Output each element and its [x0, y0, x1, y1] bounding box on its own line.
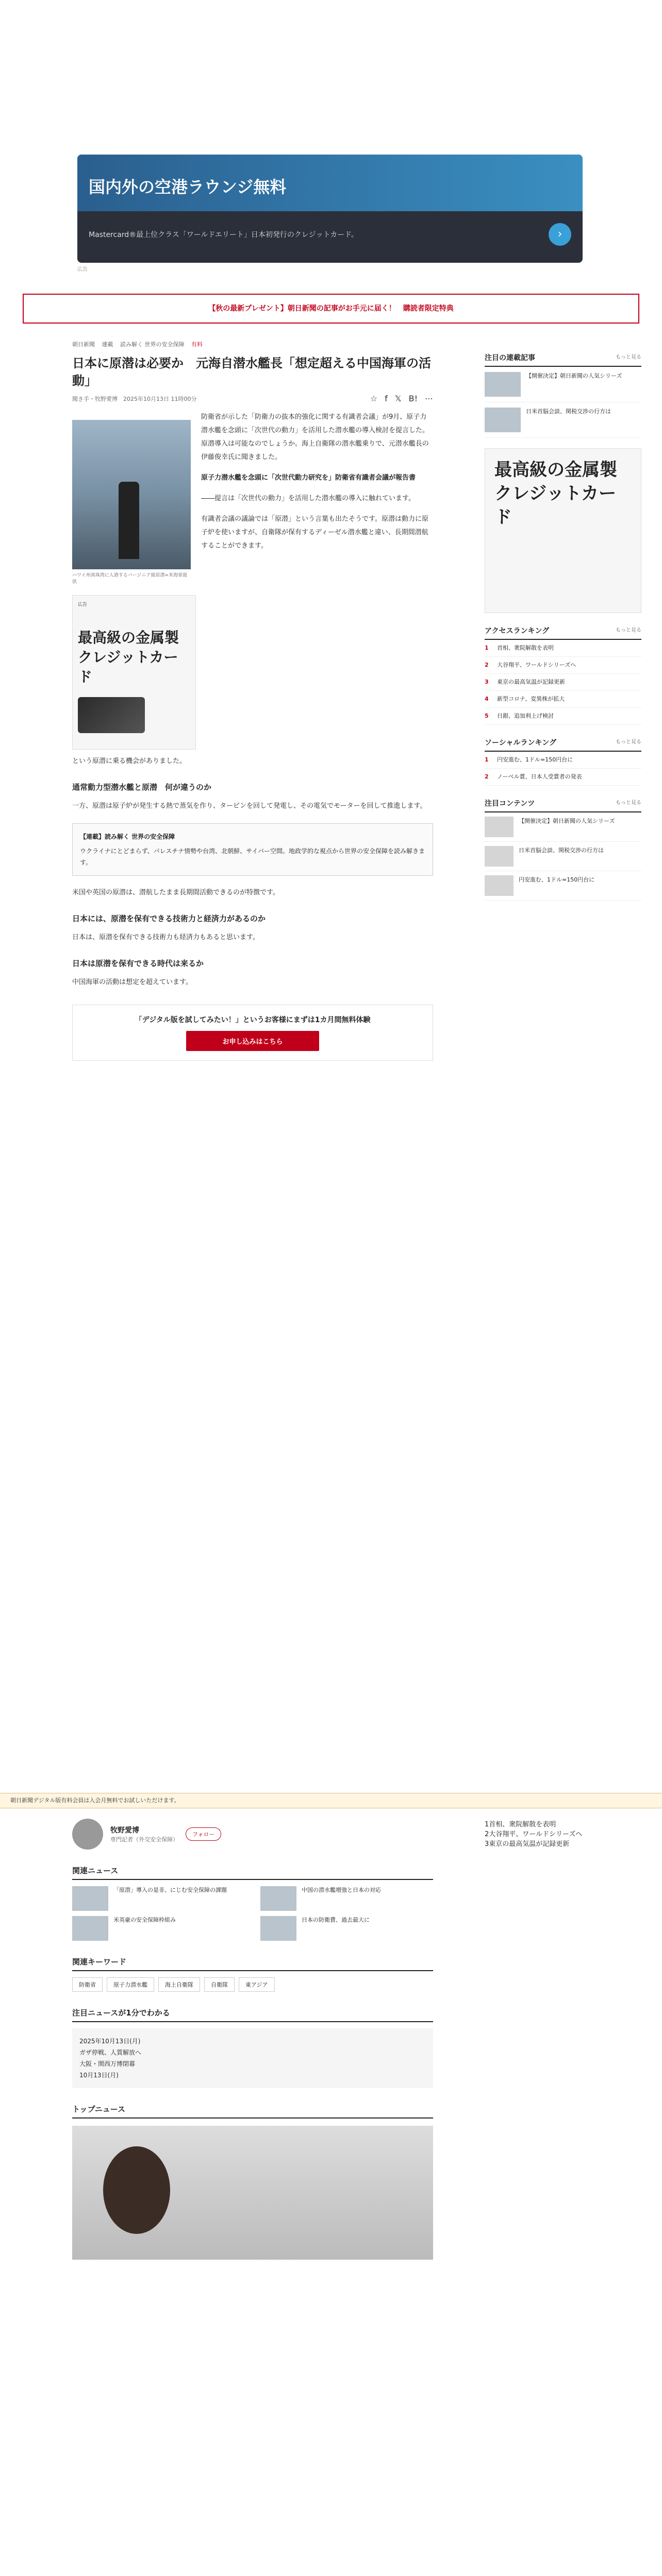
sidebar-heading: アクセスランキング もっと見る	[485, 625, 641, 640]
top-news-image[interactable]	[72, 2126, 433, 2260]
ad-brand: 広告	[78, 602, 88, 607]
paragraph: 一方、原潜は原子炉が発生する熱で蒸気を作り、タービンを回して発電し、その電気でモーターを回して推進します。	[72, 802, 427, 810]
avatar	[72, 1819, 103, 1850]
more-icon[interactable]: ⋯	[425, 394, 433, 403]
sidebar	[485, 340, 641, 901]
ad-headline: 最高級の金属製クレジットカード	[78, 629, 179, 685]
top-ad[interactable]	[77, 155, 583, 263]
member-banner[interactable]: 朝日新聞デジタル版有料会員は入会月無料でお試しいただけます。	[0, 1793, 662, 1808]
thumbnail	[485, 372, 521, 397]
lower-sidebar	[485, 1819, 641, 1848]
thumbnail	[72, 1886, 108, 1911]
trend-heading: 注目ニュースが1分でわかる	[72, 2007, 433, 2022]
rank-item[interactable]: 3東京の最高気温が記録更新	[485, 1840, 570, 1848]
series-text: ウクライナにとどまらず、パレスチナ情勢や台湾、北朝鮮、サイバー空間。地政学的な視点から世界の安全保障を読み解きます。	[80, 848, 425, 866]
ad-text: Mastercard®最上位クラス「ワールドエリート」日本初発行のクレジットカード。	[89, 231, 358, 239]
trend-date: 10月13日(月)	[79, 2072, 119, 2079]
keyword-tag[interactable]: 海上自衛隊	[158, 1977, 200, 1992]
image-caption: ハワイ州真珠湾に入港するバージニア級原潜=米海軍提供	[72, 573, 188, 585]
paragraph: 日本は、原潜を保有できる技術力も経済力もあると思います。	[72, 934, 259, 941]
article-body	[72, 411, 433, 1061]
section-heading: 日本は原潜を保有できる時代は来るか	[72, 959, 204, 968]
ad-title: 国内外の空港ラウンジ無料	[89, 177, 287, 197]
sidebar-heading: 注目コンテンツ もっと見る	[485, 798, 641, 812]
breadcrumb-item[interactable]: 読み解く 世界の安全保障	[120, 341, 185, 348]
author-name[interactable]: 牧野愛博	[110, 1826, 139, 1835]
ad-mark: 広告	[77, 267, 88, 273]
more-link[interactable]: もっと見る	[616, 628, 641, 633]
content-item[interactable]: 日米首脳会談、関税交渉の行方は	[485, 842, 641, 871]
hatena-icon[interactable]: B!	[408, 394, 418, 403]
thumbnail	[260, 1886, 296, 1911]
byline: 聞き手・牧野愛博 2025年10月13日 11時00分	[72, 396, 197, 402]
paragraph: という原潜に乗る機会がありました。	[72, 757, 187, 765]
article	[72, 340, 433, 1076]
section-heading: 日本には、原潜を保有できる技術力と経済力があるのか	[72, 914, 266, 923]
keyword-tag[interactable]: 防衛省	[72, 1977, 103, 1992]
more-link[interactable]: もっと見る	[616, 800, 641, 806]
facebook-icon[interactable]: f	[385, 394, 388, 403]
rank-item[interactable]: 2大谷翔平、ワールドシリーズへ	[485, 1831, 583, 1838]
bookmark-icon[interactable]: ☆	[370, 394, 378, 403]
keyword-tag[interactable]: 原子力潜水艦	[107, 1977, 154, 1992]
thumbnail	[485, 817, 514, 837]
subscribe-cta	[72, 1005, 433, 1061]
rank-item[interactable]: 1首相、衆院解散を表明	[485, 1821, 556, 1828]
breadcrumb-item[interactable]: 連載	[102, 341, 113, 348]
article-title: 日本に原潜は必要か 元海自潜水艦長「想定超える中国海軍の活動」	[72, 356, 431, 388]
card-image	[78, 697, 145, 733]
list-item[interactable]: 日米首脳会談、関税交渉の行方は	[485, 402, 641, 438]
paragraph: 有識者会議の議論では「原潜」という言葉も出たそうです。原潜は動力に原子炉を使いますが、自衛隊が保有するディーゼル潜水艦と違い、長期間潜航することができます。	[201, 515, 428, 550]
rank-item[interactable]: 2 ノーベル賞、日本人受賞者の発表	[485, 769, 641, 786]
rank-item[interactable]: 2 大谷翔平、ワールドシリーズへ	[485, 657, 641, 674]
trend-item[interactable]: 大阪・関西万博閉幕	[79, 2060, 136, 2067]
paid-badge: 有料	[191, 341, 203, 348]
more-link[interactable]: もっと見る	[616, 739, 641, 745]
sidebar-ad[interactable]: 最高級の金属製クレジットカード	[485, 448, 641, 613]
paragraph: 防衛省が示した「防衛力の抜本的強化に関する有識者会議」が9月、原子力潜水艦を念頭に「次世代の動力」を活用した潜水艦の導入検討を提言した。原潜導入は可能なのでしょうか。海上自衛隊の潜水艦乗りで、元潜水艦長の伊藤俊幸氏に聞きました。	[201, 413, 429, 461]
subscribe-button[interactable]: お申し込みはこちら	[186, 1031, 319, 1051]
sidebar-heading: 注目の連載記事 もっと見る	[485, 352, 641, 367]
paragraph: 米国や英国の原潜は、潜航したまま長期間活動できるのが特徴です。	[72, 889, 279, 896]
breadcrumb-item[interactable]: 朝日新聞	[72, 341, 95, 348]
series-box[interactable]	[72, 823, 433, 876]
follow-button[interactable]: フォロー	[186, 1827, 221, 1841]
paragraph: ――提言は「次世代の動力」を活用した潜水艦の導入に触れています。	[201, 495, 415, 502]
promo-banner[interactable]: 【秋の最新プレゼント】朝日新聞の記事がお手元に届く！ 購読者限定特典	[23, 294, 639, 324]
thumbnail	[485, 408, 521, 432]
cta-text: 「デジタル版を試してみたい！」というお客様にまずは1カ月間無料体験	[135, 1016, 371, 1024]
article-image	[72, 420, 191, 569]
thumbnail	[260, 1916, 296, 1941]
rank-item[interactable]: 4 新型コロナ、変異株が拡大	[485, 691, 641, 708]
author-role: 専門記者（外交安全保障）	[110, 1836, 178, 1843]
thumbnail	[72, 1916, 108, 1941]
trend-date: 2025年10月13日(月)	[79, 2038, 141, 2045]
rank-item[interactable]: 1 円安進む、1ドル=150円台に	[485, 752, 641, 769]
breadcrumb	[72, 340, 433, 348]
content-item[interactable]: 【開催決定】朝日新聞の人気シリーズ	[485, 812, 641, 842]
rank-item[interactable]: 1 首相、衆院解散を表明	[485, 640, 641, 657]
list-item[interactable]: 【開催決定】朝日新聞の人気シリーズ	[485, 367, 641, 402]
keywords-heading: 関連キーワード	[72, 1956, 433, 1971]
sidebar-heading: ソーシャルランキング もっと見る	[485, 737, 641, 752]
related-item[interactable]: 日本の防衛費、過去最大に	[260, 1916, 433, 1941]
trend-box	[72, 2028, 433, 2088]
inline-ad[interactable]	[72, 595, 196, 750]
author-block	[72, 1819, 433, 1850]
related-item[interactable]: 「原潜」導入の是非、にじむ安全保障の課題	[72, 1886, 245, 1911]
related-grid	[72, 1886, 433, 1941]
thumbnail	[485, 846, 514, 867]
x-icon[interactable]: 𝕏	[394, 394, 402, 403]
related-item[interactable]: 米英豪の安全保障枠組み	[72, 1916, 245, 1941]
keyword-tag[interactable]: 自衛隊	[204, 1977, 235, 1992]
submarine-shape	[119, 482, 139, 559]
content-item[interactable]: 円安進む、1ドル=150円台に	[485, 871, 641, 901]
related-heading: 関連ニュース	[72, 1865, 433, 1880]
more-link[interactable]: もっと見る	[616, 354, 641, 360]
series-title: 【連載】読み解く 世界の安全保障	[80, 833, 175, 840]
paragraph: 中国海軍の活動は想定を超えています。	[72, 978, 192, 986]
thumbnail	[485, 875, 514, 896]
top-heading: トップニュース	[72, 2104, 433, 2119]
section-heading: 通常動力型潜水艦と原潜 何が違うのか	[72, 783, 212, 792]
photo-subject	[103, 2146, 170, 2234]
keyword-list	[72, 1977, 433, 1992]
keyword-tag[interactable]: 東アジア	[239, 1977, 275, 1992]
related-item[interactable]: 中国の潜水艦増強と日本の対応	[260, 1886, 433, 1911]
related-link[interactable]: 原子力潜水艦を念頭に「次世代動力研究を」防衛省有識者会議が報告書	[201, 474, 416, 482]
lower-section	[72, 1819, 433, 2260]
trend-item[interactable]: ガザ停戦、人質解放へ	[79, 2049, 142, 2056]
arrow-right-icon[interactable]: ›	[549, 223, 571, 246]
rank-item[interactable]: 5 日銀、追加利上げ検討	[485, 708, 641, 725]
rank-item[interactable]: 3 東京の最高気温が記録更新	[485, 674, 641, 691]
